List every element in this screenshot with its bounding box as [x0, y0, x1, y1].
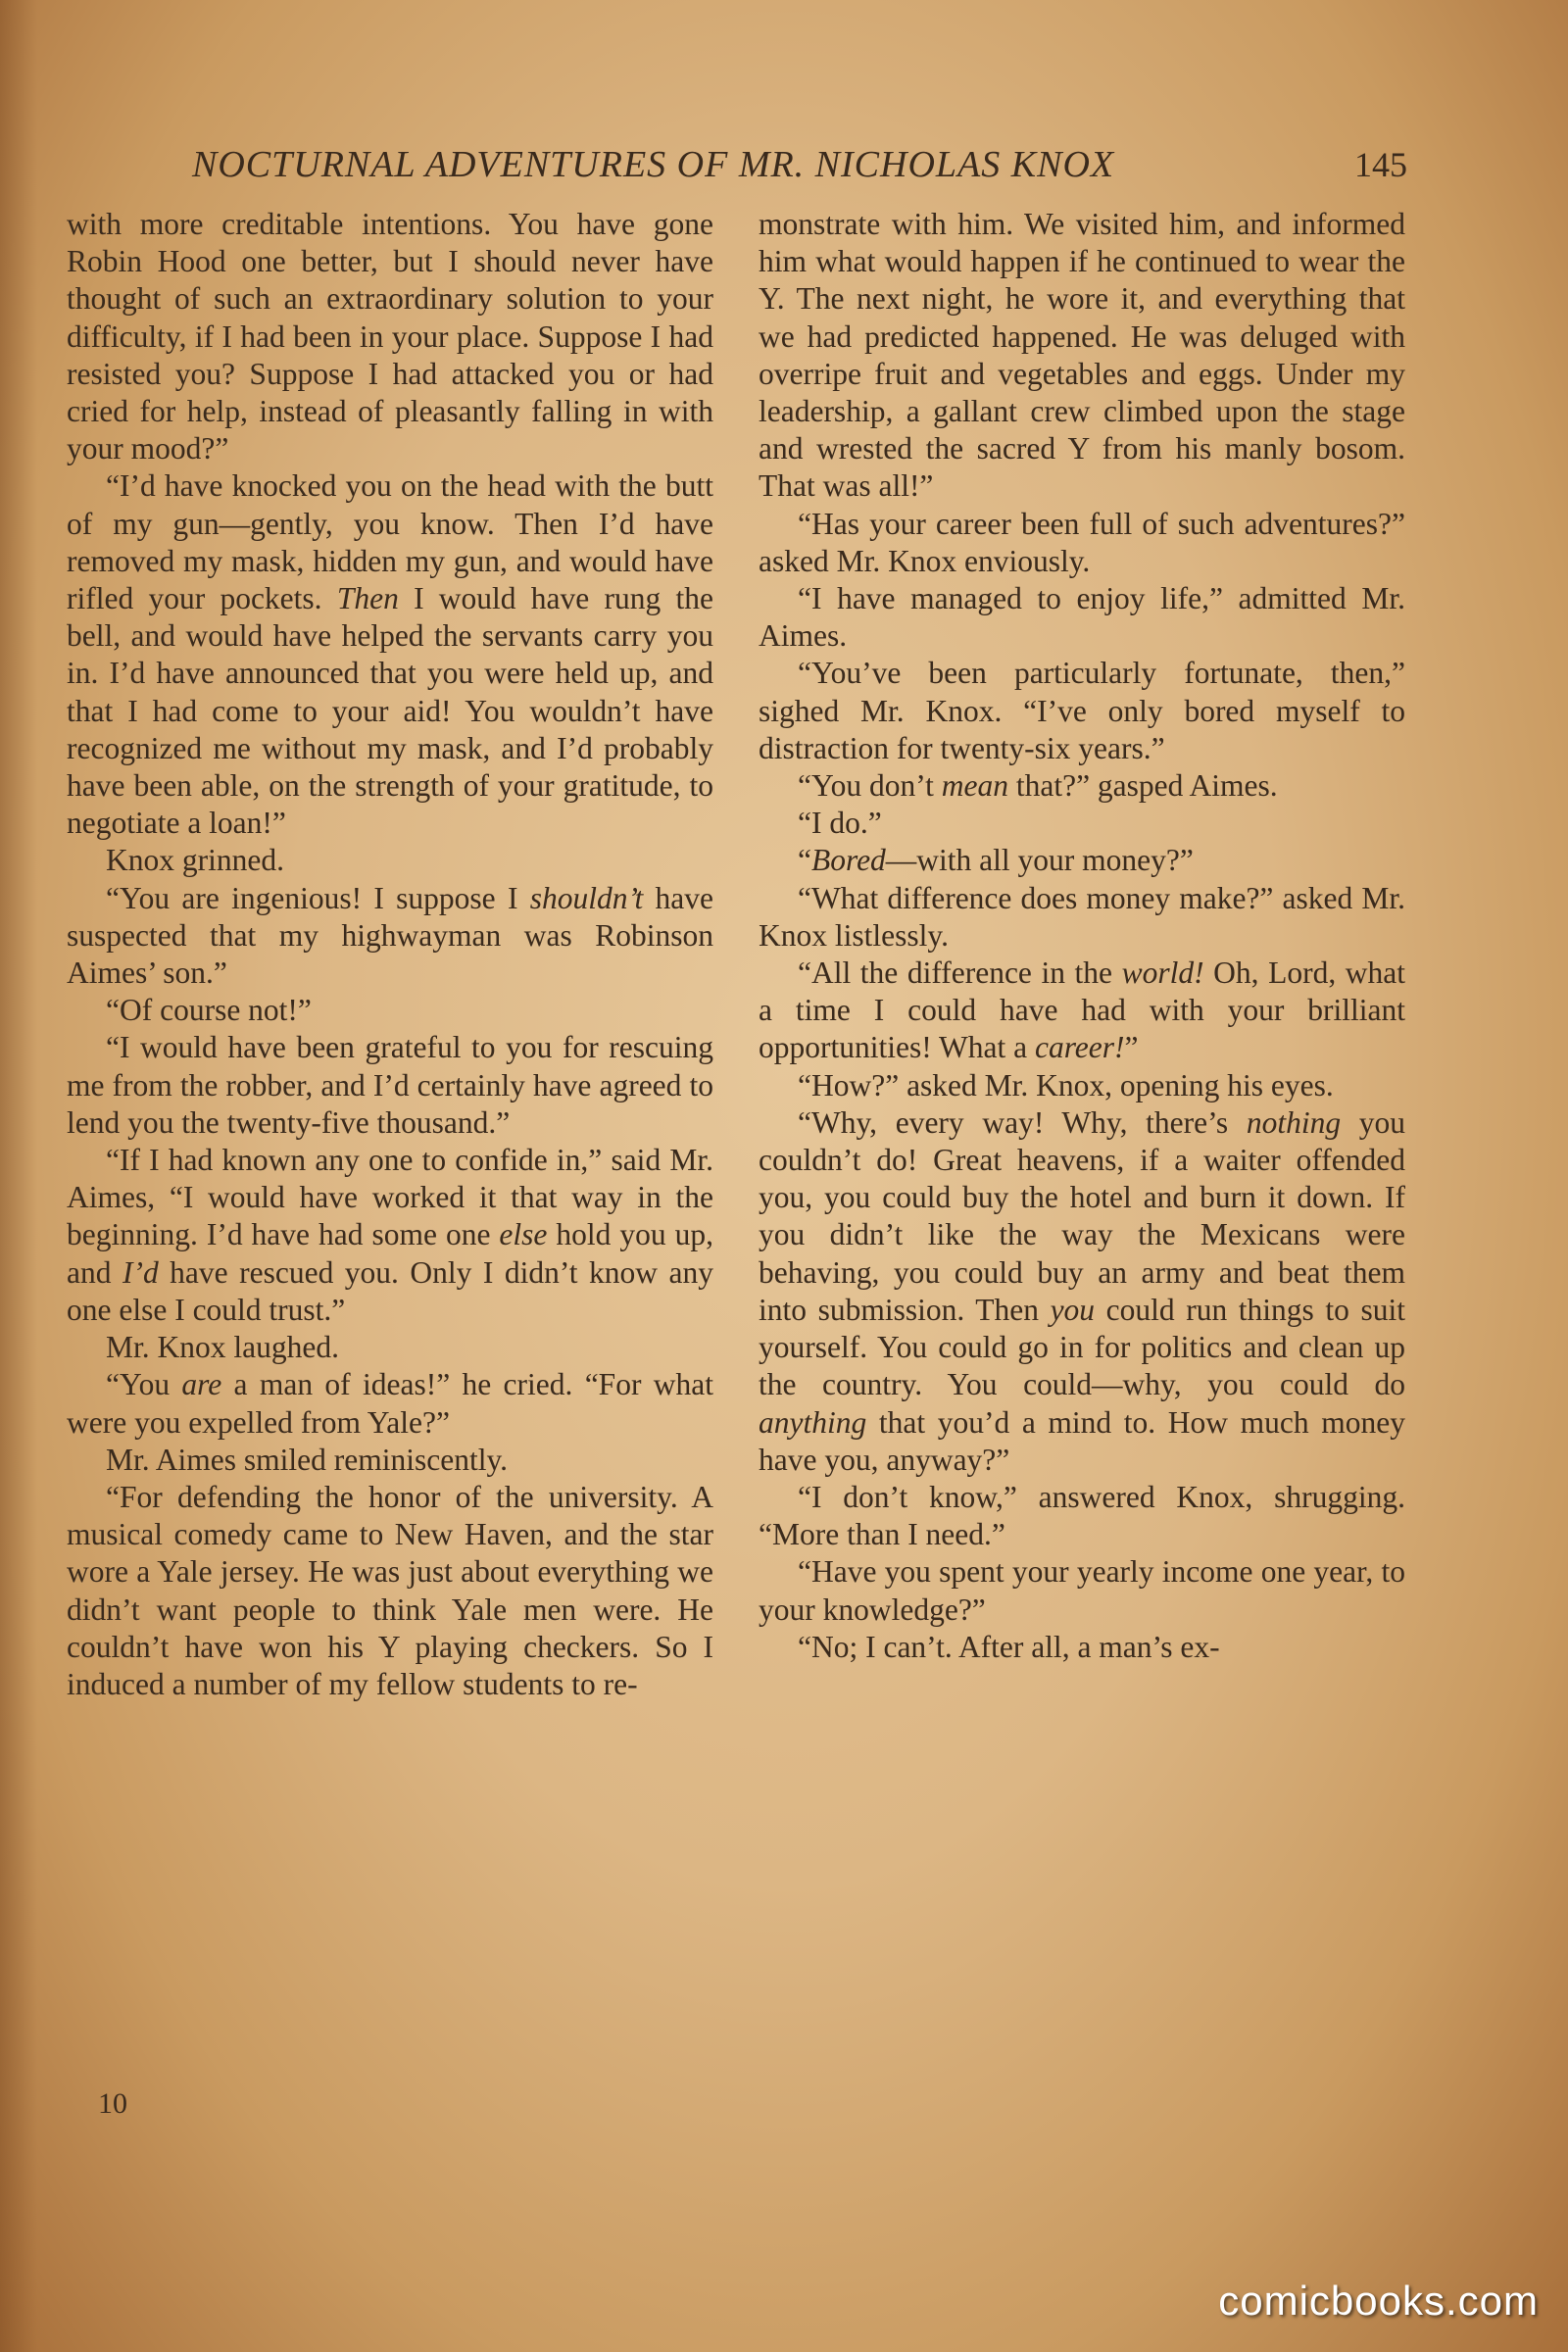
signature-mark: 10 [98, 2087, 127, 2120]
paragraph [67, 1442, 713, 1479]
paragraph [759, 842, 1405, 879]
italic-text: career! [1034, 1030, 1125, 1065]
right-text-column [759, 206, 1405, 1666]
text-run: “If I had known any one to confide in,” said Mr. Aimes, “I would have worked it that way in the beginning. I’d have had some one [67, 1143, 713, 1252]
text-run: monstrate with him. We visited him, and informed him what would happen if he continued to wear the Y. The next night, he wore it, and everything that we had predicted happened. He was deluged with overripe fruit and vegetables and eggs. Under my leadership, a gallant crew climbed upon the stage and wrested the sacred Y from his manly bosom. That was all!” [759, 207, 1405, 504]
italic-text: mean [941, 768, 1008, 804]
text-run: “I do.” [798, 806, 882, 841]
paragraph [67, 1479, 713, 1703]
paragraph [759, 506, 1405, 580]
text-run: Knox grinned. [106, 843, 284, 878]
paragraph [67, 1329, 713, 1366]
text-run: “All the difference in the [798, 956, 1122, 991]
paragraph [759, 1629, 1405, 1666]
text-run: you couldn’t do! Great heavens, if a waiter offended you, you could buy the hotel and burn it down. If you didn’t like the way the Mexicans were behaving, you could buy an army and beat them into submission. Then [759, 1104, 1406, 1327]
text-run: “I would have been grateful to you for rescuing me from the robber, and I’d certainly have agreed to lend you the twenty-five thousand.” [67, 1030, 713, 1140]
text-run: a man of ideas!” he cried. “For what were you expelled from Yale?” [67, 1367, 713, 1440]
paragraph [759, 880, 1405, 955]
text-run: “I have managed to enjoy life,” admitted Mr. Aimes. [759, 581, 1405, 654]
site-watermark: comicbooks.com [1218, 2278, 1539, 2324]
text-run: Mr. Knox laughed. [106, 1330, 339, 1365]
text-run: I would have rung the bell, and would have helped the servants carry you in. I’d have announced that you were held up, and that I had come to your aid! You wouldn’t have recognized me without my mask, and I’d probably have been able, on the strength of your gratitude, to negotiate a loan!” [67, 581, 713, 841]
text-run: “What difference does money make?” asked Mr. Knox listlessly. [759, 880, 1405, 953]
italic-text: Bored [810, 843, 886, 878]
text-run: with more creditable intentions. You have gone Robin Hood one better, but I should never have thought of such an extraordinary solution to your difficulty, if I had been in your place. Suppose I had resisted you? Suppose I had attacked you or had cried for help, instead of pleasantly falling in with your mood?” [67, 207, 713, 466]
italic-text: anything [759, 1404, 867, 1440]
page-number: 145 [1354, 145, 1407, 184]
paragraph [67, 1029, 713, 1142]
italic-text: are [181, 1367, 222, 1402]
text-run: have rescued you. Only I didn’t know any one else I could trust.” [67, 1254, 713, 1327]
text-run: “Have you spent your yearly income one year, to your knowledge?” [759, 1554, 1405, 1627]
paragraph [759, 580, 1405, 655]
italic-text: you [1050, 1292, 1096, 1327]
paragraph [759, 805, 1405, 842]
paragraph [67, 880, 713, 993]
paragraph [67, 842, 713, 879]
italic-text: Then [336, 581, 399, 616]
italic-text: world! [1121, 956, 1204, 991]
text-run: “Has your career been full of such adventures?” asked Mr. Knox enviously. [759, 506, 1405, 578]
paragraph [67, 206, 713, 467]
text-run: “For defending the honor of the university. A musical comedy came to New Haven, and the star wore a Yale jersey. He was just about everything we didn’t want people to think Yale men were. He couldn’t have won his Y playing checkers. So I induced a number of my fellow students to re- [67, 1479, 713, 1701]
text-run: Oh, Lord, what a time I could have had with your brilliant opportunities! What a [759, 956, 1406, 1065]
paragraph [759, 1067, 1405, 1104]
paragraph [759, 767, 1405, 805]
text-run: “You are ingenious! I suppose I [106, 880, 530, 915]
text-run: “I don’t know,” answered Knox, shrugging. “More than I need.” [759, 1479, 1405, 1552]
text-run: “How?” asked Mr. Knox, opening his eyes. [798, 1067, 1334, 1102]
text-run: could run things to suit yourself. You could go in for politics and clean up the country. You could—why, you could do [759, 1292, 1405, 1402]
page-edge-shadow [0, 0, 37, 2352]
paragraph [67, 992, 713, 1029]
text-run: “No; I can’t. After all, a man’s ex- [798, 1629, 1220, 1664]
italic-text: nothing [1246, 1104, 1342, 1140]
text-run: that?” gasped Aimes. [1007, 768, 1278, 804]
paragraph [759, 955, 1405, 1067]
paragraph [759, 206, 1405, 506]
left-text-column [67, 206, 713, 1703]
italic-text: I’d [122, 1254, 159, 1290]
paragraph [759, 1479, 1405, 1553]
text-run: “ [798, 843, 811, 878]
text-run: have suspected that my highwayman was Robinson Aimes’ son.” [67, 880, 713, 991]
text-run: “Of course not!” [106, 993, 312, 1028]
text-run: “I’d have knocked you on the head with the butt of my gun—gently, you know. Then I’d have removed my mask, hidden my gun, and would have rifled your pockets. [67, 468, 713, 616]
text-run: “You don’t [798, 768, 942, 804]
paragraph [67, 467, 713, 842]
paragraph [759, 1104, 1405, 1479]
text-run: “Why, every way! Why, there’s [798, 1104, 1247, 1140]
running-title: NOCTURNAL ADVENTURES OF MR. NICHOLAS KNOX [192, 144, 1115, 185]
paragraph [67, 1142, 713, 1329]
text-run: “You’ve been particularly fortunate, then,” sighed Mr. Knox. “I’ve only bored myself to distraction for twenty-six years.” [759, 656, 1405, 765]
italic-text: shouldn’t [529, 880, 644, 915]
running-header [192, 135, 1407, 194]
text-run: hold you up, and [67, 1217, 713, 1290]
text-run: ” [1124, 1030, 1139, 1065]
paragraph [67, 1366, 713, 1441]
italic-text: else [499, 1217, 548, 1252]
text-run: that you’d a mind to. How much money have you, anyway?” [759, 1404, 1405, 1477]
paragraph [759, 1553, 1405, 1628]
text-run: “You [106, 1367, 182, 1402]
text-run: Mr. Aimes smiled reminiscently. [106, 1442, 509, 1477]
text-run: —with all your money?” [885, 843, 1194, 878]
paragraph [759, 655, 1405, 767]
